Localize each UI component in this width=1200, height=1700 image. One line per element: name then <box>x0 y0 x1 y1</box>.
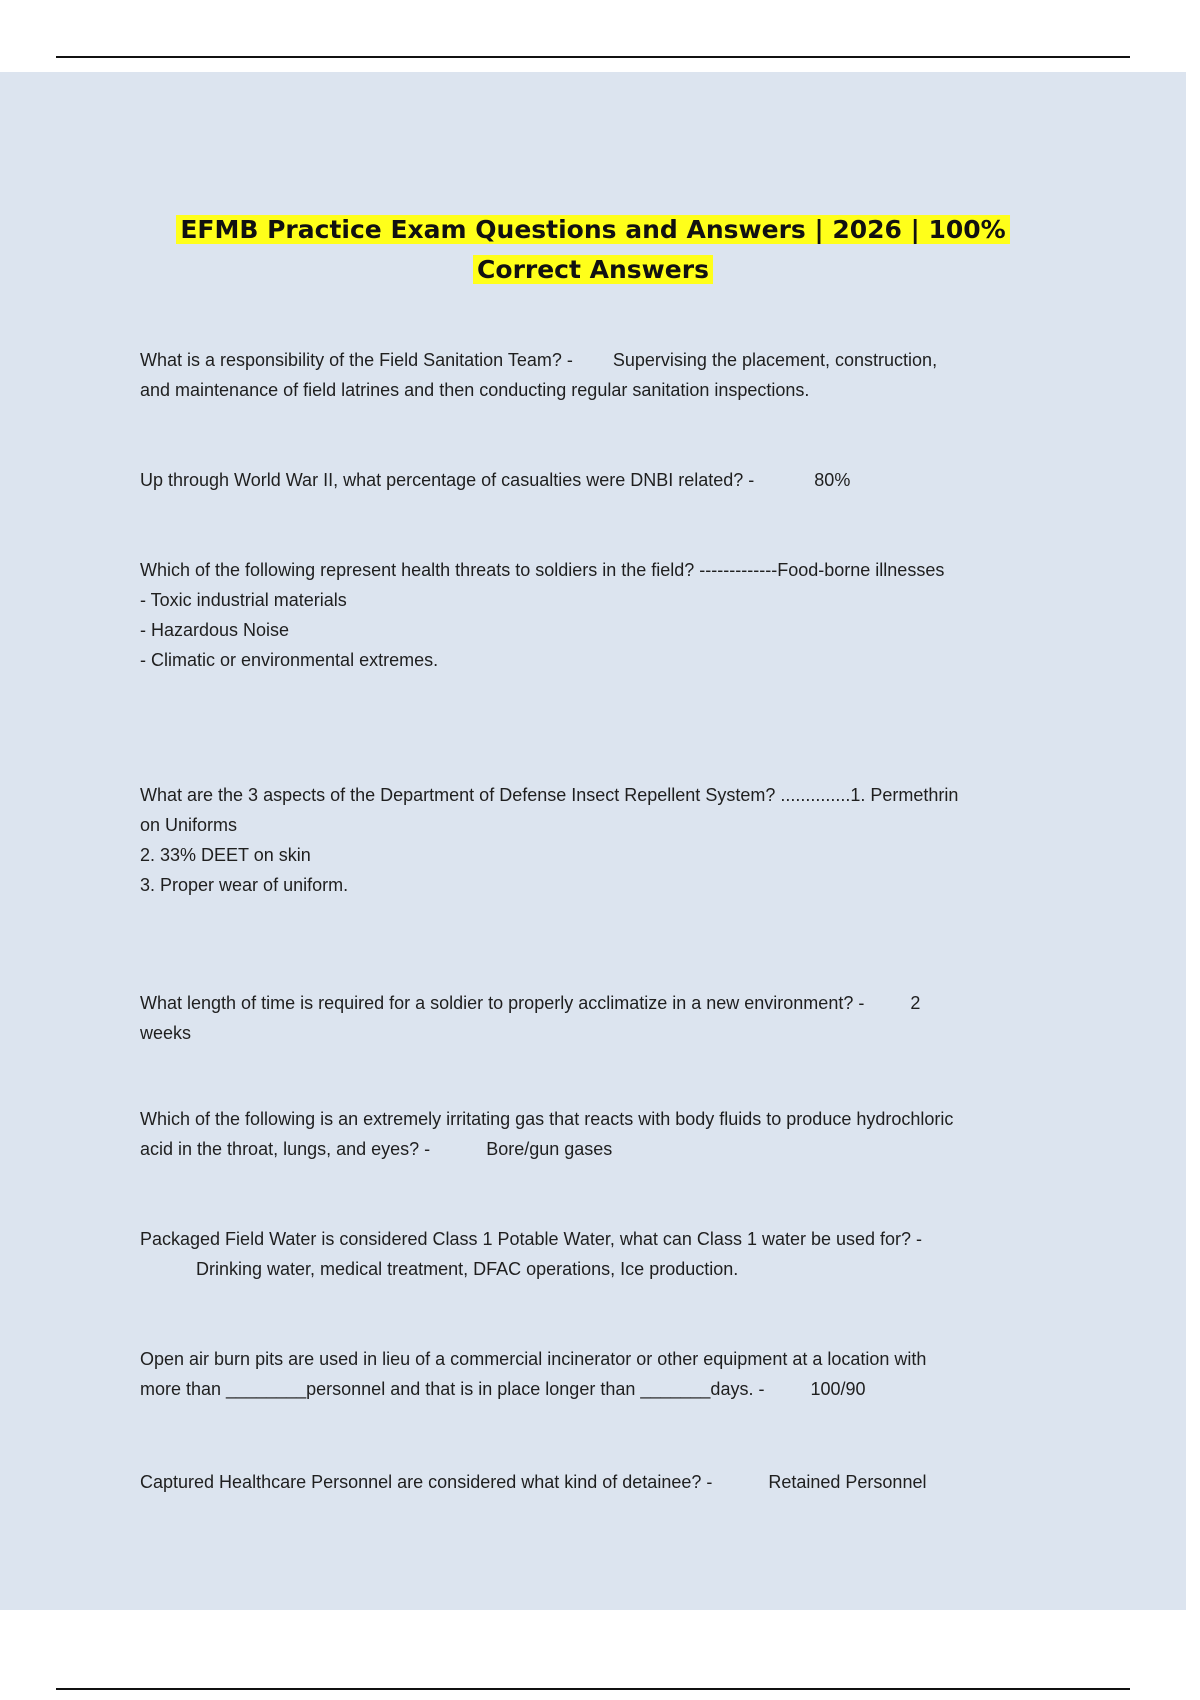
list-item: - Toxic industrial materials <box>140 590 347 610</box>
question-text: Which of the following represent health threats to soldiers in the field? ------------- <box>140 560 778 580</box>
qa-item-5 <box>140 988 1040 1048</box>
answer-continuation: and maintenance of field latrines and then conducting regular sanitation inspections. <box>140 380 810 400</box>
answer-text: Bore/gun gases <box>486 1139 613 1159</box>
answer-text: 80% <box>814 470 851 490</box>
header-rule <box>56 56 1130 58</box>
list-item: - Hazardous Noise <box>140 620 290 640</box>
question-text: What are the 3 aspects of the Department of Defense Insect Repellent System? .............. <box>140 785 851 805</box>
qa-item-7 <box>140 1224 1040 1284</box>
answer-text: 2 <box>910 993 921 1013</box>
question-text: Packaged Field Water is considered Class 1 Potable Water, what can Class 1 water be used for? - <box>140 1229 923 1249</box>
footer-rule <box>56 1688 1130 1690</box>
qa-item-9 <box>140 1467 1040 1497</box>
document-title <box>0 210 1186 290</box>
list-item: 3. Proper wear of uniform. <box>140 875 349 895</box>
answer-continuation: weeks <box>140 1023 192 1043</box>
title-line-2: Correct Answers <box>473 255 713 284</box>
title-line-1: EFMB Practice Exam Questions and Answers | 2026 | 100% <box>176 215 1009 244</box>
question-text: What length of time is required for a soldier to properly acclimatize in a new environment? - <box>140 993 865 1013</box>
answer-text: Food-borne illnesses <box>777 560 945 580</box>
answer-continuation: on Uniforms <box>140 815 238 835</box>
answer-text: Supervising the placement, construction, <box>612 350 938 370</box>
question-text: What is a responsibility of the Field Sanitation Team? - <box>140 350 573 370</box>
qa-item-3 <box>140 555 1040 675</box>
qa-item-8 <box>140 1344 1040 1404</box>
question-text: Up through World War II, what percentage of casualties were DNBI related? - <box>140 470 755 490</box>
question-continuation: acid in the throat, lungs, and eyes? - <box>140 1139 431 1159</box>
question-text: Open air burn pits are used in lieu of a commercial incinerator or other equipment at a location with <box>140 1349 927 1369</box>
qa-item-4 <box>140 780 1040 900</box>
question-continuation: more than ________personnel and that is in place longer than _______days. - <box>140 1379 765 1399</box>
question-text: Captured Healthcare Personnel are considered what kind of detainee? - <box>140 1472 713 1492</box>
list-item: 2. 33% DEET on skin <box>140 845 311 865</box>
list-item: - Climatic or environmental extremes. <box>140 650 439 670</box>
answer-text: Drinking water, medical treatment, DFAC operations, Ice production. <box>196 1259 739 1279</box>
qa-item-1 <box>140 345 1040 405</box>
qa-item-6 <box>140 1104 1080 1164</box>
answer-text: 1. Permethrin <box>850 785 959 805</box>
answer-text: Retained Personnel <box>768 1472 927 1492</box>
qa-item-2 <box>140 465 1040 495</box>
answer-text: 100/90 <box>810 1379 866 1399</box>
question-text: Which of the following is an extremely irritating gas that reacts with body fluids to produce hydrochloric <box>140 1109 954 1129</box>
